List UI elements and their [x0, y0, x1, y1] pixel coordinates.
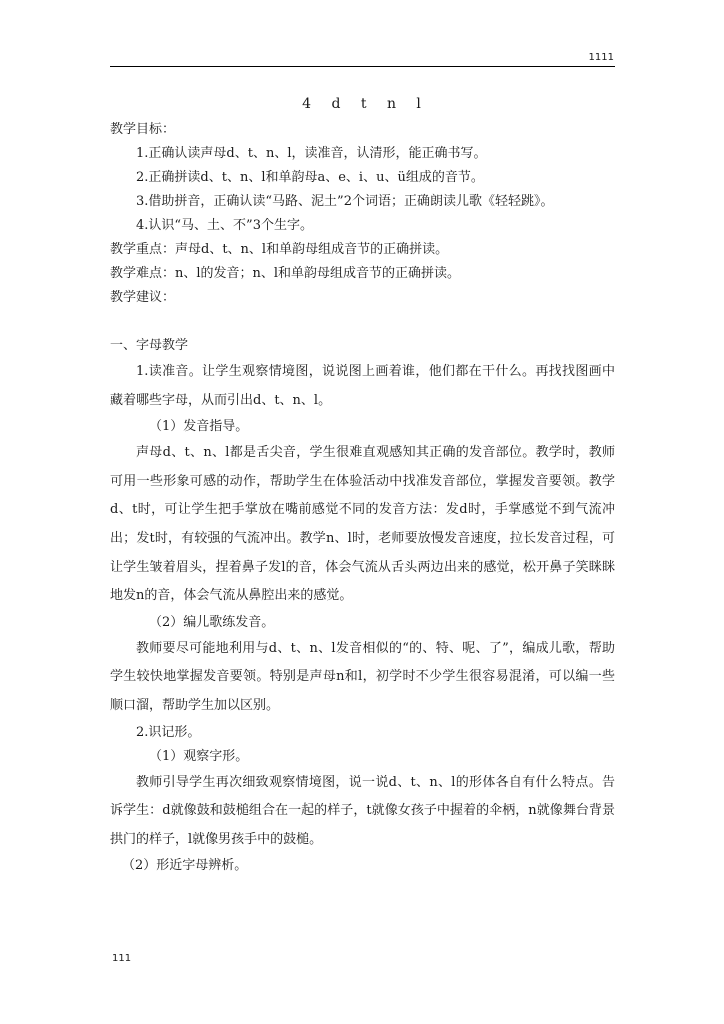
- difficulties: 教学难点：n、l的发音；n、l和单韵母组成音节的正确拼读。: [110, 266, 461, 281]
- subheading: （1）观察字形。: [149, 748, 249, 764]
- subheading: （2）编儿歌练发音。: [149, 614, 275, 630]
- suggestions-heading: 教学建议：: [110, 290, 176, 305]
- objective-item: 3.借助拼音，正确认读“马路、泥土”2个词语；正确朗读儿歌《轻轻跳》。: [136, 194, 554, 209]
- paragraph: 教师要尽可能地利用与d、t、n、l发音相似的“的、特、呢、了”，编成儿歌，帮助学生较快地掌握发音要领。特别是声母n和l，初学时不少学生很容易混淆，可以编一些顺口溜，帮助学生加以区别。: [110, 640, 615, 713]
- item-heading: 2.识记形。: [136, 724, 201, 740]
- footer-page-number: 111: [112, 953, 132, 964]
- objectives-heading: 教学目标：: [110, 122, 176, 137]
- subheading: （1）发音指导。: [149, 419, 249, 435]
- section-heading: 一、字母教学: [110, 338, 189, 353]
- objective-item: 2.正确拼读d、t、n、l和单韵母a、e、i、u、ü组成的音节。: [136, 170, 484, 185]
- objective-item: 4.认识“马、土、不”3个生字。: [136, 218, 313, 233]
- key-points: 教学重点：声母d、t、n、l和单韵母组成音节的正确拼读。: [110, 242, 449, 257]
- header-page-number: 1111: [588, 52, 614, 63]
- subheading: （2）形近字母辨析。: [122, 858, 248, 874]
- objective-item: 1.正确认读声母d、t、n、l，读准音，认清形，能正确书写。: [136, 146, 487, 161]
- document-body: [110, 92, 615, 878]
- paragraph: 教师引导学生再次细致观察情境图，说一说d、t、n、l的形体各自有什么特点。告诉学生：d就像鼓和鼓槌组合在一起的样子，t就像女孩子中握着的伞柄，n就像舞台背景拱门的样子，l就像男孩手中的鼓槌。: [110, 774, 615, 847]
- header-rule: [110, 66, 615, 67]
- paragraph: 1.读准音。让学生观察情境图，说说图上画着谁，他们都在干什么。再找找图画中藏着哪些字母，从而引出d、t、n、l。: [110, 364, 615, 408]
- lesson-title: 4 d t n l: [302, 96, 423, 112]
- paragraph: 声母d、t、n、l都是舌尖音，学生很难直观感知其正确的发音部位。教学时，教师可用一些形象可感的动作，帮助学生在体验活动中找准发音部位，掌握发音要领。教学d、t时，可让学生把手掌放在嘴前感觉不同的发音方法：发d时，手掌感觉不到气流冲出；发t时，有较强的气流冲出。教学n、l时，老师要放慢发音速度，拉长发音过程，可让学生皱着眉头，捏着鼻子发l的音，体会气流从舌头两边出来的感觉，松开鼻子笑眯眯地发n的音，体会气流从鼻腔出来的感觉。: [110, 445, 615, 604]
